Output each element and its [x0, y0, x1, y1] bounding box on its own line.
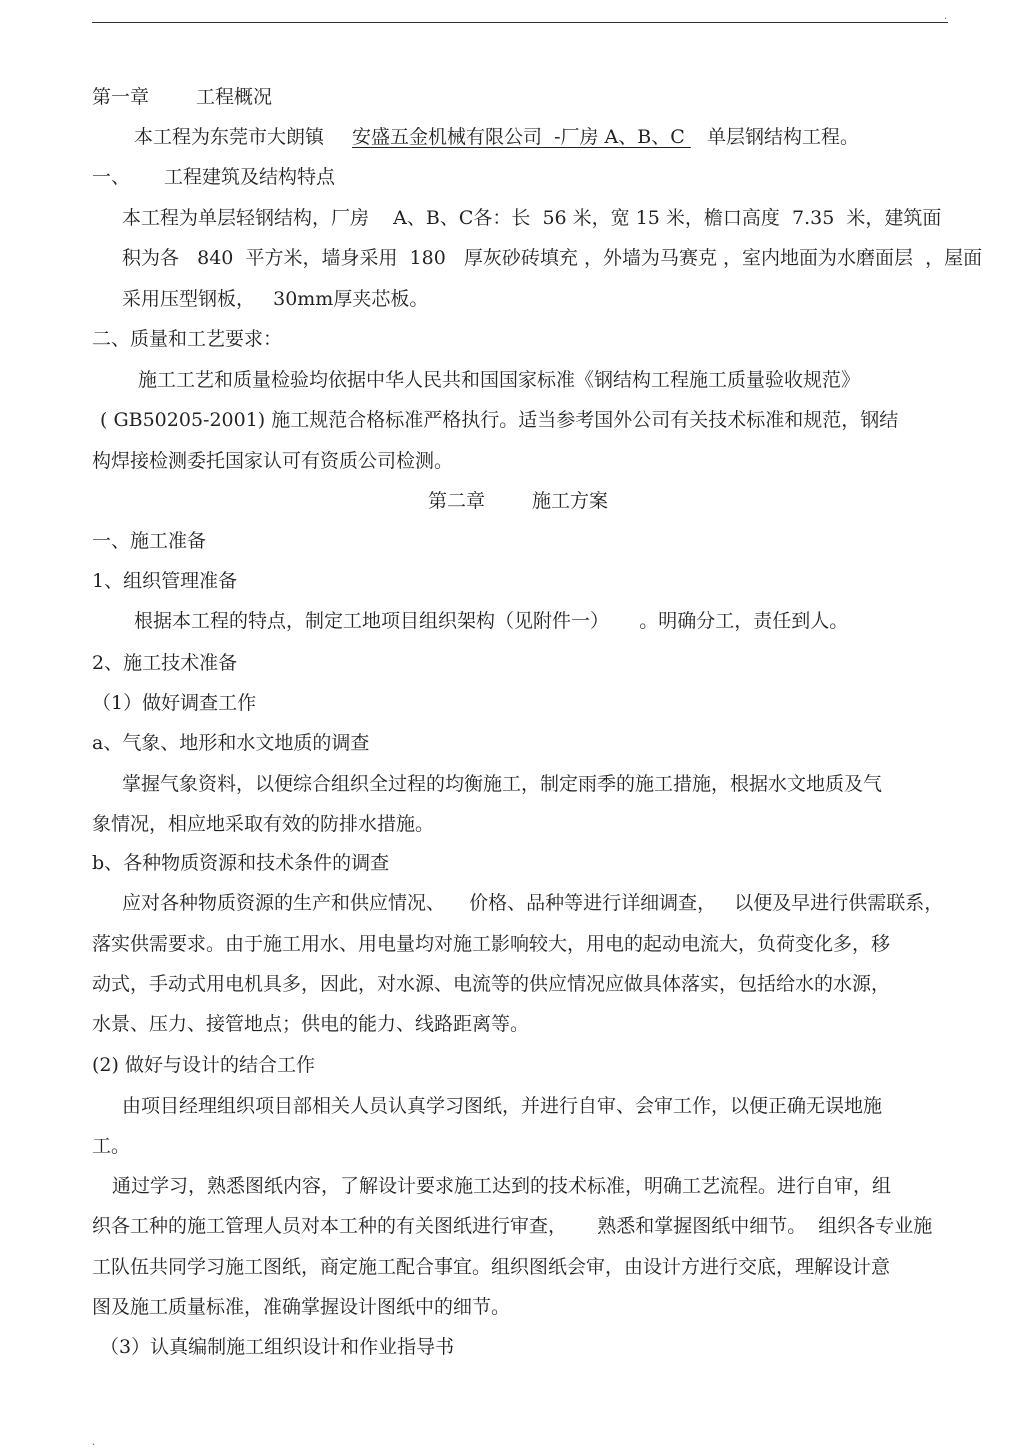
- text-line: 由项目经理组织项目部相关人员认真学习图纸，并进行自审、会审工作，以便正确无误地施: [122, 1095, 883, 1117]
- item-title: (2) 做好与设计的结合工作: [92, 1054, 315, 1076]
- header-rule: [92, 22, 948, 23]
- text-line: 水景、压力、接管地点；供电的能力、线路距离等。: [92, 1013, 530, 1035]
- text-line: 采用压型钢板， 30mm厚夹芯板。: [122, 288, 429, 310]
- text-line: 图及施工质量标准，准确掌握设计图纸中的细节。: [92, 1296, 511, 1318]
- item-title: （3）认真编制施工组织设计和作业指导书: [100, 1336, 455, 1358]
- text-line: 本工程为单层轻钢结构，厂房 A、B、C各：长 56 米，宽 15 米，檐口高度 7.35 米，建筑面: [122, 207, 942, 229]
- subsection-title: 2、施工技术准备: [92, 652, 238, 674]
- text-line: 织各工种的施工管理人员对本工种的有关图纸进行审查， 熟悉和掌握图纸中细节。 组织各专业施: [92, 1215, 933, 1237]
- text-line: 构焊接检测委托国家认可有资质公司检测。: [92, 450, 454, 472]
- section-title: 一、施工准备: [92, 530, 207, 552]
- subsection-title: 1、组织管理准备: [92, 570, 238, 592]
- chapter-1-title: 工程概况: [196, 86, 273, 108]
- section-title: 工程建筑及结构特点: [164, 166, 336, 188]
- text-line: 本工程为东莞市大朗镇: [134, 126, 325, 148]
- text-line: 根据本工程的特点，制定工地项目组织架构（见附件一） 。明确分工，责任到人。: [134, 610, 849, 632]
- header-mark: .: [944, 11, 948, 22]
- chapter-1-number: 第一章: [92, 86, 150, 108]
- text-line: 工。: [92, 1135, 131, 1157]
- item-title: （1）做好调查工作: [92, 692, 257, 714]
- text-line: 应对各种物质资源的生产和供应情况、 价格、品种等进行详细调查， 以便及早进行供需联系，: [122, 892, 944, 914]
- text-line: 落实供需要求。由于施工用水、用电量均对施工影响较大，用电的起动电流大，负荷变化多，移: [92, 933, 891, 955]
- text-line: 工队伍共同学习施工图纸，商定施工配合事宜。组织图纸会审，由设计方进行交底，理解设计意: [92, 1256, 891, 1278]
- text-line: ( GB50205-2001) 施工规范合格标准严格执行。适当参考国外公司有关技术标准和规范，钢结: [100, 409, 899, 431]
- item-title: a、气象、地形和水文地质的调查: [92, 732, 370, 754]
- footer-mark: .: [92, 1437, 96, 1448]
- chapter-2-number: 第二章: [428, 490, 486, 512]
- text-line: 单层钢结构工程。: [707, 126, 860, 148]
- text-line: 施工工艺和质量检验均依据中华人民共和国国家标准《钢结构工程施工质量验收规范》: [138, 369, 861, 391]
- chapter-2-title: 施工方案: [532, 490, 609, 512]
- text-line: 积为各 840 平方米，墙身采用 180 厚灰砂砖填充 ，外墙为马赛克 ，室内地面为水磨面层 ，屋面: [122, 247, 983, 269]
- section-number: 一、: [92, 166, 131, 188]
- text-line: 象情况，相应地采取有效的防排水措施。: [92, 813, 435, 835]
- item-title: b、各种物质资源和技术条件的调查: [92, 852, 390, 874]
- text-line-underlined: 安盛五金机械有限公司 -厂房 A、B、C: [352, 126, 691, 148]
- text-line: 掌握气象资料，以便综合组织全过程的均衡施工，制定雨季的施工措施，根据水文地质及气: [122, 773, 883, 795]
- text-line: 通过学习，熟悉图纸内容，了解设计要求施工达到的技术标准，明确工艺流程。进行自审，组: [112, 1175, 892, 1197]
- section-title: 二、质量和工艺要求：: [92, 328, 283, 350]
- text-line: 动式，手动式用电机具多，因此，对水源、电流等的供应情况应做具体落实，包括给水的水源，: [92, 973, 891, 995]
